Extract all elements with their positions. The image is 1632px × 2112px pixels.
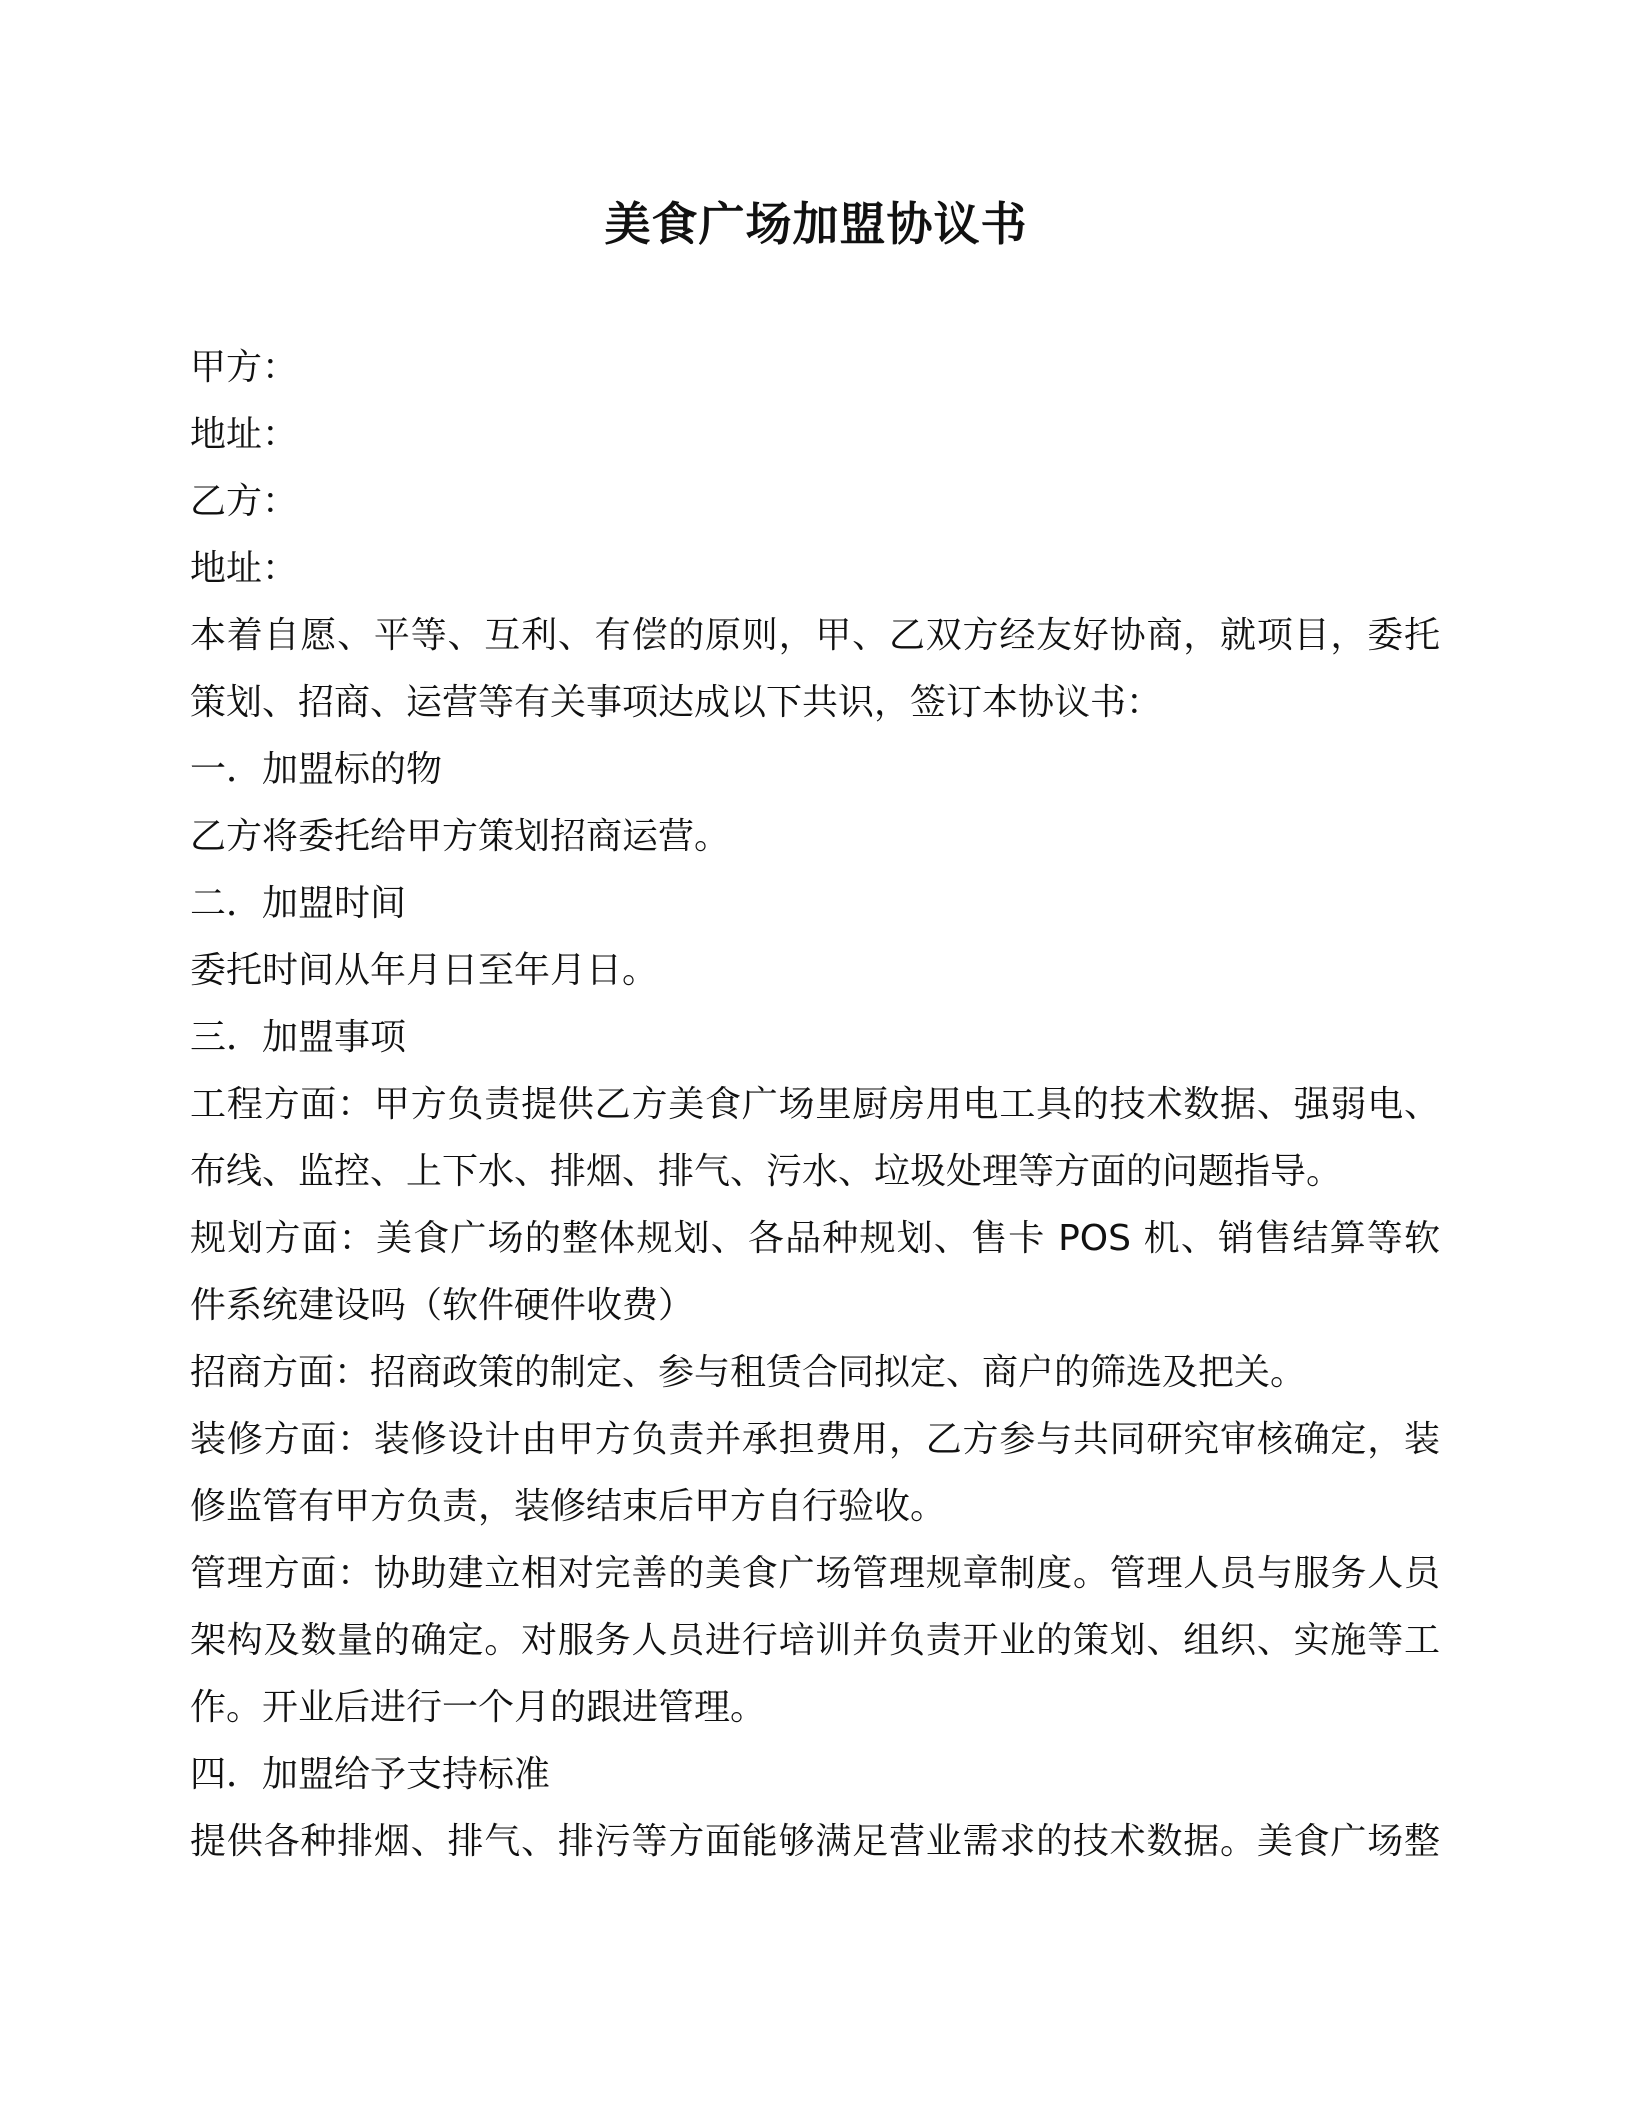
- paragraph-line: 布线、监控、上下水、排烟、排气、污水、垃圾处理等方面的问题指导。: [190, 1151, 1343, 1192]
- paragraph-line: 提供各种排烟、排气、排污等方面能够满足营业需求的技术数据。美食广场整: [190, 1821, 1440, 1862]
- party-a-line: 甲方：: [190, 347, 299, 388]
- section-heading: 三．加盟事项: [190, 1017, 407, 1058]
- section-heading: 四．加盟给予支持标准: [190, 1754, 551, 1795]
- document-body: [190, 334, 1440, 1875]
- party-a-address-line: 地址：: [190, 414, 299, 455]
- document-title: 美食广场加盟协议书: [604, 197, 1028, 251]
- section-heading: 二．加盟时间: [190, 883, 407, 924]
- section-heading: 一．加盟标的物: [190, 749, 443, 790]
- paragraph-line: 招商方面：招商政策的制定、参与租赁合同拟定、商户的筛选及把关。: [190, 1352, 1307, 1393]
- paragraph-line: 委托时间从年月日至年月日。: [190, 950, 659, 991]
- paragraph-line: 管理方面：协助建立相对完善的美食广场管理规章制度。管理人员与服务人员: [190, 1553, 1440, 1594]
- paragraph-line: 架构及数量的确定。对服务人员进行培训并负责开业的策划、组织、实施等工: [190, 1620, 1440, 1661]
- paragraph-line: 装修方面：装修设计由甲方负责并承担费用，乙方参与共同研究审核确定，装: [190, 1419, 1440, 1460]
- paragraph-line: 作。开业后进行一个月的跟进管理。: [190, 1687, 767, 1728]
- paragraph-line: 乙方将委托给甲方策划招商运营。: [190, 816, 731, 857]
- paragraph-line: 修监管有甲方负责，装修结束后甲方自行验收。: [190, 1486, 947, 1527]
- paragraph-line: 策划、招商、运营等有关事项达成以下共识，签订本协议书：: [190, 682, 1163, 723]
- paragraph-line: 工程方面：甲方负责提供乙方美食广场里厨房用电工具的技术数据、强弱电、: [190, 1084, 1440, 1125]
- paragraph-line: 本着自愿、平等、互利、有偿的原则，甲、乙双方经友好协商，就项目，委托: [190, 615, 1440, 656]
- paragraph-line: 规划方面：美食广场的整体规划、各品种规划、售卡 POS 机、销售结算等软: [190, 1218, 1440, 1259]
- paragraph-line: 件系统建设吗（软件硬件收费）: [190, 1285, 695, 1326]
- party-b-line: 乙方：: [190, 481, 299, 522]
- party-b-address-line: 地址：: [190, 548, 299, 589]
